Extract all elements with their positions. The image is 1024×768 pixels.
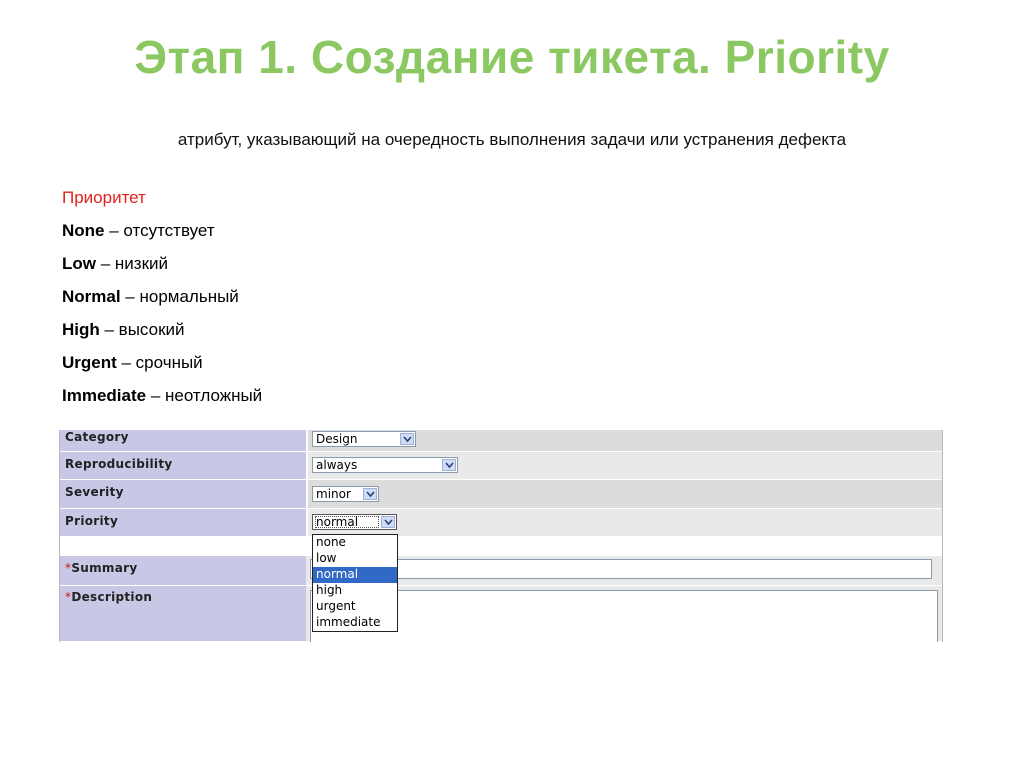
priority-dropdown-list [312, 534, 398, 632]
form-row-severity [60, 480, 942, 509]
reproducibility-value-cell [308, 452, 942, 480]
level-name: Urgent [62, 353, 117, 372]
list-item [62, 385, 262, 418]
category-value-cell [308, 430, 942, 452]
level-description: – отсутствует [104, 221, 215, 240]
dropdown-option-high[interactable]: high [316, 583, 343, 597]
dropdown-option-urgent[interactable]: urgent [316, 599, 356, 613]
level-description: – низкий [96, 254, 169, 273]
priority-select-value: normal [316, 515, 359, 529]
priority-levels-list [62, 220, 262, 418]
level-name: Normal [62, 287, 121, 306]
list-item [62, 220, 262, 253]
level-description: – неотложный [146, 386, 263, 405]
category-label: Category [60, 430, 306, 452]
level-description: – срочный [116, 353, 203, 372]
severity-select-value: minor [316, 487, 351, 501]
form-row-reproducibility [60, 452, 942, 480]
form-row-category [60, 430, 942, 452]
list-item [62, 253, 262, 286]
chevron-down-icon [363, 488, 377, 500]
dropdown-option-normal[interactable]: normal [313, 567, 397, 583]
slide-subtitle: атрибут, указывающий на очередность выполнения задачи или устранения дефекта [177, 130, 847, 149]
category-select[interactable] [312, 431, 416, 447]
severity-select[interactable] [312, 486, 379, 502]
chevron-down-icon [442, 459, 456, 471]
slide-title: Этап 1. Создание тикета. Priority [134, 31, 890, 83]
form-row-description [60, 586, 942, 642]
required-mark: * [65, 561, 72, 575]
form-row-priority [60, 509, 942, 537]
severity-label: Severity [60, 480, 306, 509]
dropdown-option-low[interactable]: low [316, 551, 337, 565]
summary-label [60, 556, 306, 586]
dropdown-option-immediate[interactable]: immediate [316, 615, 381, 629]
level-name: None [62, 221, 105, 240]
ticket-form [59, 430, 943, 642]
priority-label: Priority [60, 509, 306, 537]
form-row-summary [60, 556, 942, 586]
list-item [62, 286, 262, 319]
priority-value-cell [308, 509, 942, 537]
severity-value-cell [308, 480, 942, 509]
description-textarea[interactable] [310, 590, 938, 642]
priority-select[interactable] [312, 514, 397, 530]
level-name: Low [62, 254, 96, 273]
description-value-cell [306, 586, 942, 642]
form-spacer-row [60, 537, 942, 556]
list-item [62, 352, 262, 385]
level-description: – нормальный [120, 287, 239, 306]
description-label-text: Description [71, 590, 153, 604]
reproducibility-select-value: always [316, 458, 358, 472]
summary-value-cell [306, 556, 942, 586]
reproducibility-label: Reproducibility [60, 452, 306, 480]
required-mark: * [65, 590, 72, 604]
dropdown-option-none[interactable]: none [316, 535, 346, 549]
list-item [62, 319, 262, 352]
section-label: Приоритет [62, 188, 146, 207]
level-name: High [62, 320, 100, 339]
chevron-down-icon [381, 516, 395, 528]
summary-input[interactable] [310, 559, 932, 579]
reproducibility-select[interactable] [312, 457, 458, 473]
summary-label-text: Summary [71, 561, 138, 575]
category-select-value: Design [316, 432, 358, 446]
chevron-down-icon [400, 433, 414, 445]
level-description: – высокий [99, 320, 185, 339]
description-label [60, 586, 306, 642]
level-name: Immediate [62, 386, 147, 405]
